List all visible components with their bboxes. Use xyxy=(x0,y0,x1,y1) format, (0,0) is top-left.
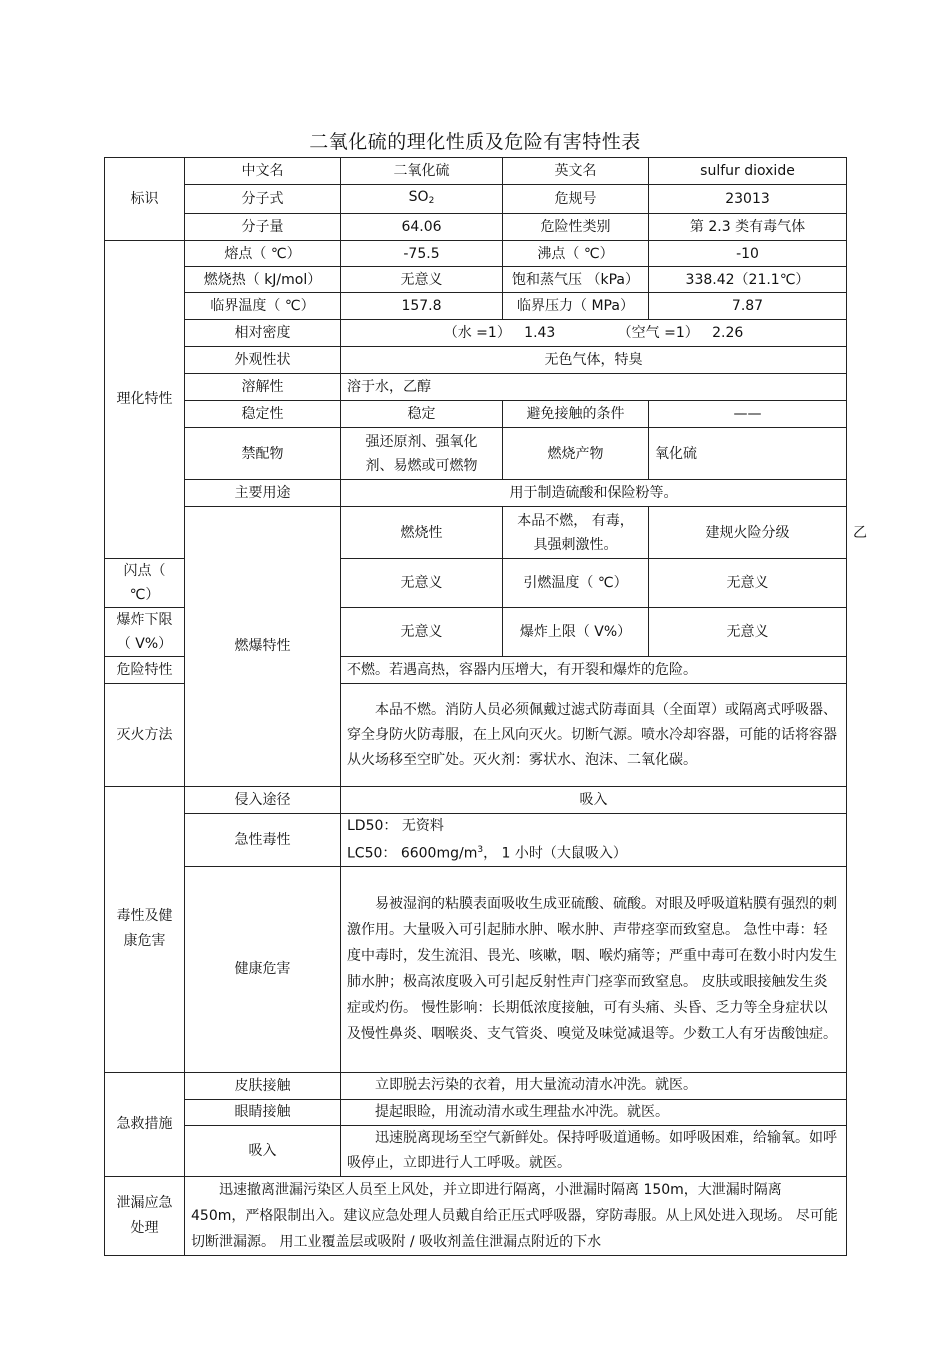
table-row xyxy=(105,158,847,185)
lel-label: 爆炸下限（ V%） xyxy=(105,608,185,657)
ignition-label: 引燃温度（ ℃） xyxy=(503,559,649,608)
critical-temp-value: 157.8 xyxy=(341,293,503,320)
msds-table xyxy=(104,157,867,1256)
formula-main: SO xyxy=(408,189,429,205)
leak-value: 迅速撤离泄漏污染区人员至上风处，并立即进行隔离，小泄漏时隔离 150m，大泄漏时隔离 450m，严格限制出入。建议应急处理人员戴自给正压式呼吸器，穿防毒服。从上风处进入现场。 尽可能切断泄漏源。 用工业覆盖层或吸附 / 吸收剂盖住泄漏点附近的下水 xyxy=(185,1176,847,1255)
incompatible-value: 强还原剂、强氧化剂、易燃或可燃物 xyxy=(341,428,503,480)
hazard-no-value: 23013 xyxy=(649,185,847,214)
solubility-label: 溶解性 xyxy=(185,374,341,401)
vapor-pressure-value: 338.42（21.1℃） xyxy=(649,267,847,293)
appearance-value: 无色气体，特臭 xyxy=(341,347,847,374)
avoid-label: 避免接触的条件 xyxy=(503,401,649,428)
category-leak: 泄漏应急处理 xyxy=(105,1176,185,1255)
hazard-class-value: 第 2.3 类有毒气体 xyxy=(649,214,847,241)
density-value: （水 =1） 1.43 （空气 =1） 2.26 xyxy=(341,320,847,347)
table-row xyxy=(105,814,847,867)
table-row xyxy=(105,1176,847,1255)
en-name-label: 英文名 xyxy=(503,158,649,185)
lc50-prefix: LC50： 6600mg/m xyxy=(347,845,478,862)
eye-label: 眼睛接触 xyxy=(185,1099,341,1125)
table-row xyxy=(105,1099,847,1125)
table-row xyxy=(105,185,847,214)
extinguish-value: 本品不燃。消防人员必须佩戴过滤式防毒面具（全面罩）或隔离式呼吸器、穿全身防火防毒服，在上风向灭火。切断气源。喷水冷却容器，可能的话将容器从火场移至空旷处。灭火剂：雾状水、泡沫、二氧化碳。 xyxy=(341,684,847,787)
health-label: 健康危害 xyxy=(185,866,341,1072)
table-row xyxy=(105,428,847,480)
mw-value: 64.06 xyxy=(341,214,503,241)
appearance-label: 外观性状 xyxy=(185,347,341,374)
formula-subscript: 2 xyxy=(428,196,435,206)
table-row xyxy=(105,787,847,814)
ignition-value: 无意义 xyxy=(649,559,847,608)
route-label: 侵入途径 xyxy=(185,787,341,814)
eye-value: 提起眼睑，用流动清水或生理盐水冲洗。就医。 xyxy=(341,1099,847,1125)
page-title: 二氧化硫的理化性质及危险有害特性表 xyxy=(309,131,641,153)
danger-value: 不燃。若遇高热，容器内压增大，有开裂和爆炸的危险。 xyxy=(341,657,847,684)
route-value: 吸入 xyxy=(341,787,847,814)
table-row xyxy=(105,320,847,347)
category-fire: 燃爆特性 xyxy=(185,507,341,787)
table-row xyxy=(105,374,847,401)
melting-label: 熔点（ ℃） xyxy=(185,241,341,267)
stability-label: 稳定性 xyxy=(185,401,341,428)
uel-label: 爆炸上限（ V%） xyxy=(503,608,649,657)
category-physchem: 理化特性 xyxy=(105,241,185,559)
inhal-value: 迅速脱离现场至空气新鲜处。保持呼吸道通畅。如呼吸困难，给输氧。如呼吸停止，立即进行人工呼吸。就医。 xyxy=(341,1125,847,1176)
en-name-value: sulfur dioxide xyxy=(649,158,847,185)
density-label: 相对密度 xyxy=(185,320,341,347)
boiling-label: 沸点（ ℃） xyxy=(503,241,649,267)
combustion-heat-value: 无意义 xyxy=(341,267,503,293)
combustion-products-value: 氧化硫 xyxy=(649,428,847,480)
ld50: LD50： 无资料 xyxy=(347,818,444,834)
avoid-value: —— xyxy=(649,401,847,428)
formula-value xyxy=(341,185,503,214)
lel-value: 无意义 xyxy=(341,608,503,657)
hazard-class-label: 危险性类别 xyxy=(503,214,649,241)
lc50-suffix: ， 1 小时（大鼠吸入） xyxy=(483,845,627,862)
critical-temp-label: 临界温度（ ℃） xyxy=(185,293,341,320)
table-row xyxy=(105,214,847,241)
critical-pressure-value: 7.87 xyxy=(649,293,847,320)
stability-value: 稳定 xyxy=(341,401,503,428)
vapor-pressure-label: 饱和蒸气压 （kPa） xyxy=(503,267,649,293)
lc50-superscript: 3 xyxy=(477,845,484,855)
table-row xyxy=(105,1125,847,1176)
table-row xyxy=(105,347,847,374)
category-ident: 标识 xyxy=(105,158,185,241)
category-first-aid: 急救措施 xyxy=(105,1072,185,1176)
acute-label: 急性毒性 xyxy=(185,814,341,867)
flash-point-label: 闪点（ ℃） xyxy=(105,559,185,608)
table-row xyxy=(105,866,847,1072)
mw-label: 分子量 xyxy=(185,214,341,241)
boiling-value: -10 xyxy=(649,241,847,267)
incompatible-label: 禁配物 xyxy=(185,428,341,480)
table-row xyxy=(105,480,847,507)
uses-value: 用于制造硫酸和保险粉等。 xyxy=(341,480,847,507)
flammability-value: 本品不燃， 有毒， 具强刺激性。 xyxy=(503,507,649,559)
danger-label: 危险特性 xyxy=(105,657,185,684)
skin-label: 皮肤接触 xyxy=(185,1072,341,1099)
table-row xyxy=(105,401,847,428)
combustion-heat-label: 燃烧热（ kJ/mol） xyxy=(185,267,341,293)
inhal-label: 吸入 xyxy=(185,1125,341,1176)
melting-value: -75.5 xyxy=(341,241,503,267)
critical-pressure-label: 临界压力（ MPa） xyxy=(503,293,649,320)
table-row xyxy=(105,293,847,320)
cn-name-label: 中文名 xyxy=(185,158,341,185)
solubility-value: 溶于水，乙醇 xyxy=(341,374,847,401)
acute-value xyxy=(341,814,847,867)
uses-label: 主要用途 xyxy=(185,480,341,507)
lc50 xyxy=(347,838,840,866)
extinguish-label: 灭火方法 xyxy=(105,684,185,787)
fire-class-label: 建规火险分级 xyxy=(649,507,847,559)
combustion-products-label: 燃烧产物 xyxy=(503,428,649,480)
flammability-label: 燃烧性 xyxy=(341,507,503,559)
uel-value: 无意义 xyxy=(649,608,847,657)
formula-label: 分子式 xyxy=(185,185,341,214)
skin-value: 立即脱去污染的衣着，用大量流动清水冲洗。就医。 xyxy=(341,1072,847,1099)
hazard-no-label: 危规号 xyxy=(503,185,649,214)
flash-point-value: 无意义 xyxy=(341,559,503,608)
table-row xyxy=(105,241,847,267)
category-toxicity: 毒性及健康危害 xyxy=(105,787,185,1073)
table-row xyxy=(105,267,847,293)
cn-name-value: 二氧化硫 xyxy=(341,158,503,185)
health-value: 易被湿润的粘膜表面吸收生成亚硫酸、硫酸。对眼及呼吸道粘膜有强烈的刺激作用。大量吸入可引起肺水肿、喉水肿、声带痉挛而致窒息。 急性中毒：轻度中毒时，发生流泪、畏光、咳嗽，咽、喉灼痛等；严重中毒可在数小时内发生肺水肿；极高浓度吸入可引起反射性声门痉挛而致窒息。 皮肤或眼接触发生炎症或灼伤。 慢性影响：长期低浓度接触，可有头痛、头昏、乏力等全身症状以及慢性鼻炎、咽喉炎、支气管炎、嗅觉及味觉减退等。少数工人有牙齿酸蚀症。 xyxy=(341,866,847,1072)
table-row xyxy=(105,1072,847,1099)
table-row: 燃爆特性 燃烧性 本品不燃， 有毒， 具强刺激性。 建规火险分级 乙 xyxy=(105,507,847,559)
